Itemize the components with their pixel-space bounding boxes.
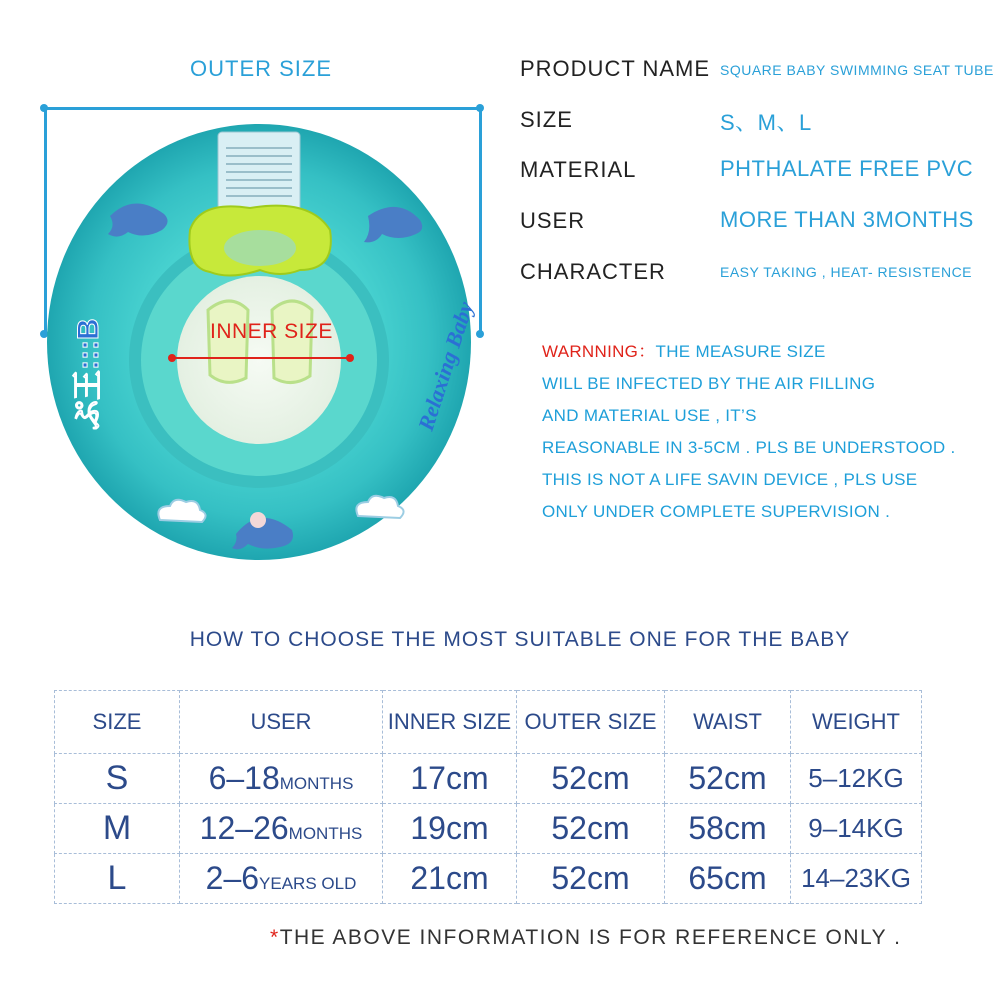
- spec-key-material: MATERIAL: [520, 157, 637, 182]
- size-table: [54, 690, 922, 904]
- outer-size-label: OUTER SIZE: [190, 56, 333, 81]
- cell-size: M: [55, 804, 180, 854]
- table-header-row: [55, 691, 922, 754]
- spec-key-character: CHARACTER: [520, 259, 666, 284]
- table-row: [55, 804, 922, 854]
- table-heading: HOW TO CHOOSE THE MOST SUITABLE ONE FOR THE BABY: [189, 628, 851, 651]
- spec-value-character: EASY TAKING , HEAT- RESISTENCE: [720, 264, 973, 280]
- cell-outer: 52cm: [517, 804, 665, 854]
- cell-weight: 9–14KG: [791, 804, 922, 854]
- header-user: USER: [180, 691, 383, 754]
- spec-key-user: USER: [520, 208, 586, 233]
- outer-size-dot-tl: [40, 104, 48, 112]
- spec-value-product-name: SQUARE BABY SWIMMING SEAT TUBE: [720, 62, 994, 78]
- header-waist: WAIST: [665, 691, 791, 754]
- brand-text-right: Relaxing Baby: [412, 298, 479, 434]
- warning-line-3: AND MATERIAL USE , IT’S: [542, 406, 757, 425]
- cell-size: S: [55, 754, 180, 804]
- warning-line-4: REASONABLE IN 3-5CM . PLS BE UNDERSTOOD .: [542, 438, 956, 457]
- inner-size-dot-right: [346, 354, 354, 362]
- header-outer-size: OUTER SIZE: [517, 691, 665, 754]
- spec-value-size: S、M、L: [720, 110, 812, 135]
- cell-user: 12–26MONTHS: [180, 804, 383, 854]
- warning-line-5: THIS IS NOT A LIFE SAVIN DEVICE , PLS USE: [542, 470, 918, 489]
- cell-weight: 14–23KG: [791, 854, 922, 904]
- spec-value-material: PHTHALATE FREE PVC: [720, 156, 974, 181]
- spec-value-user: MORE THAN 3MONTHS: [720, 207, 974, 232]
- cell-inner: 19cm: [383, 804, 517, 854]
- inner-size-dot-left: [168, 354, 176, 362]
- header-inner-size: INNER SIZE: [383, 691, 517, 754]
- cell-waist: 58cm: [665, 804, 791, 854]
- cell-user: 6–18MONTHS: [180, 754, 383, 804]
- cell-inner: 21cm: [383, 854, 517, 904]
- outer-size-measure-line: [44, 107, 482, 110]
- cell-waist: 52cm: [665, 754, 791, 804]
- warning-block: [542, 336, 955, 528]
- cell-waist: 65cm: [665, 854, 791, 904]
- footnote-text: THE ABOVE INFORMATION IS FOR REFERENCE ONLY .: [279, 926, 902, 949]
- inner-size-label: INNER SIZE: [210, 320, 333, 343]
- warning-line-2: WILL BE INFECTED BY THE AIR FILLING: [542, 374, 876, 393]
- cell-outer: 52cm: [517, 754, 665, 804]
- header-size: SIZE: [55, 691, 180, 754]
- warning-prefix: WARNNING：: [542, 342, 656, 361]
- header-weight: WEIGHT: [791, 691, 922, 754]
- footnote-asterisk: *: [270, 926, 280, 949]
- warning-line-6: ONLY UNDER COMPLETE SUPERVISION .: [542, 502, 891, 521]
- swim-ring-image: [40, 120, 480, 570]
- footnote: [270, 926, 901, 950]
- cell-outer: 52cm: [517, 854, 665, 904]
- brand-text-left: ぷ王:::B: [72, 318, 105, 430]
- table-row: [55, 754, 922, 804]
- cell-size: L: [55, 854, 180, 904]
- cell-weight: 5–12KG: [791, 754, 922, 804]
- outer-size-dot-tr: [476, 104, 484, 112]
- cell-inner: 17cm: [383, 754, 517, 804]
- warning-line-1: WARNNING：THE MEASURE SIZE: [542, 342, 826, 361]
- table-row: [55, 854, 922, 904]
- spec-key-product-name: PRODUCT NAME: [520, 56, 711, 81]
- spec-key-size: SIZE: [520, 107, 573, 132]
- ring-hole: [177, 276, 341, 444]
- cell-user: 2–6YEARS OLD: [180, 854, 383, 904]
